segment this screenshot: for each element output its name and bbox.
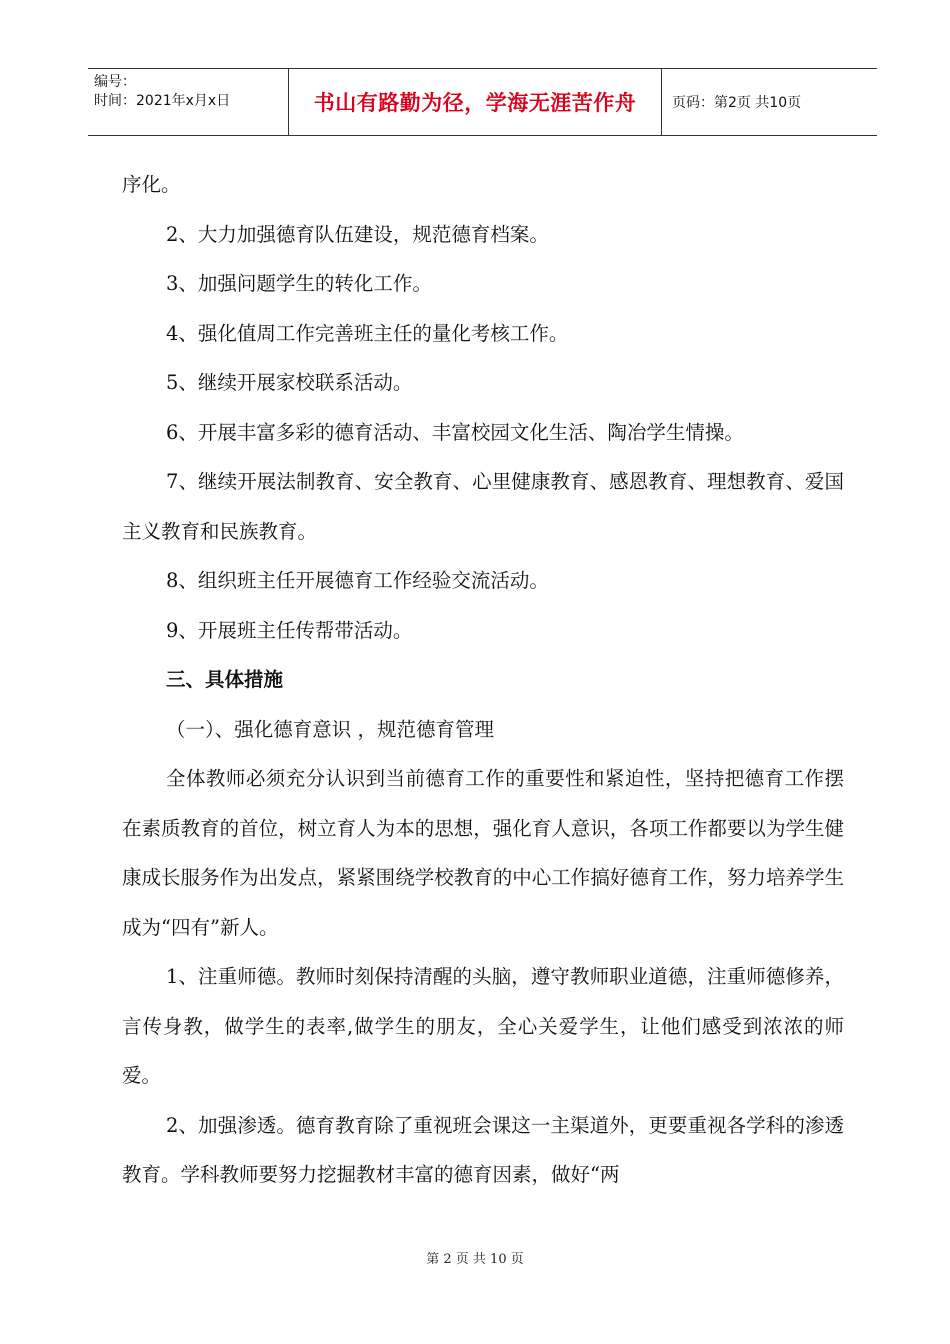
- header-meta: [88, 69, 288, 135]
- list-item: 9、开展班主任传帮带活动。: [166, 618, 413, 642]
- list-item: 2、大力加强德育队伍建设，规范德育档案。: [166, 222, 549, 246]
- list-item: 7、继续开展法制教育、安全教育、心里健康教育、感恩教育、理想教育、爱国主义教育和民族教育。: [122, 470, 844, 543]
- document-body: [122, 160, 844, 1200]
- document-time-label: 时间：2021年x月x日: [94, 93, 231, 109]
- page-footer: 第 2 页 共 10 页: [426, 1252, 524, 1267]
- page-header: [88, 68, 877, 136]
- body-paragraph: 2、加强渗透。德育教育除了重视班会课这一主渠道外，更要重视各学科的渗透教育。学科教师要努力挖掘教材丰富的德育因素，做好“两: [122, 1113, 844, 1186]
- subsection-heading: （一）、强化德育意识 ，规范德育管理: [166, 717, 494, 741]
- header-motto: 书山有路勤为径，学海无涯苦作舟: [288, 69, 662, 135]
- paragraph-continuation: 序化。: [122, 173, 181, 196]
- body-paragraph: 全体教师必须充分认识到当前德育工作的重要性和紧迫性，坚持把德育工作摆在素质教育的首位，树立育人为本的思想，强化育人意识，各项工作都要以为学生健康成长服务作为出发点，紧紧围绕学校教育的中心工作搞好德育工作，努力培养学生成为“四有”新人。: [122, 767, 844, 939]
- list-item: 4、强化值周工作完善班主任的量化考核工作。: [166, 321, 569, 345]
- list-item: 8、组织班主任开展德育工作经验交流活动。: [166, 569, 549, 592]
- section-heading: 三、具体措施: [166, 668, 284, 691]
- header-page-info: 页码：第2页 共10页: [672, 95, 802, 111]
- list-item: 5、继续开展家校联系活动。: [166, 371, 413, 394]
- list-item: 6、开展丰富多彩的德育活动、丰富校园文化生活、陶冶学生情操。: [166, 420, 744, 444]
- body-paragraph: 1、注重师德。教师时刻保持清醒的头脑，遵守教师职业道德，注重师德修养，言传身教，做学生的表率,做学生的朋友，全心关爱学生，让他们感受到浓浓的师爱。: [122, 965, 844, 1087]
- document-number-label: 编号：: [94, 74, 136, 90]
- list-item: 3、加强问题学生的转化工作。: [166, 272, 432, 295]
